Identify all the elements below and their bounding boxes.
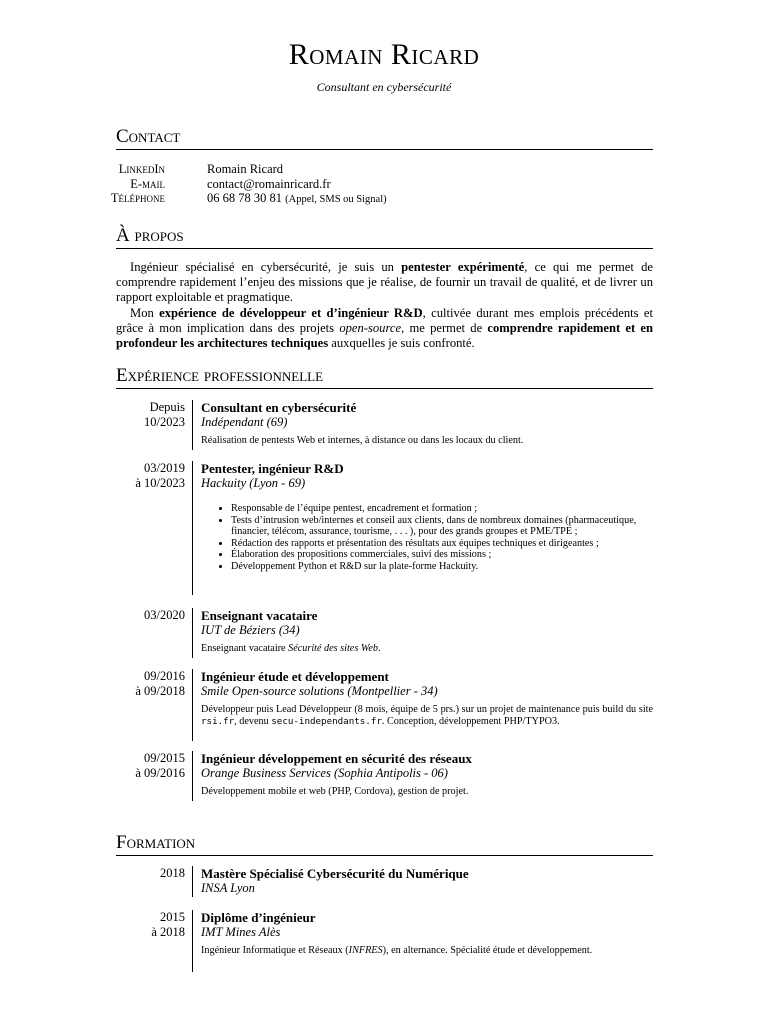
- entry-title: Diplôme d’ingénieur: [201, 910, 316, 925]
- list-item: • Développement Python et R&D sur la plate-forme Hackuity.: [231, 561, 653, 573]
- about-text: [116, 260, 653, 351]
- about-paragraph-2: Mon expérience de développeur et d’ingénieur R&D, cultivée durant mes emplois précédents et grâce à mon implication dans des projets open-source, me permet de comprendre rapidement et en profondeur les architectures techniques auxquelles je suis confronté.: [116, 305, 653, 351]
- entry-organization: IMT Mines Alès: [201, 925, 281, 939]
- phone-value: [207, 191, 387, 207]
- section-title-contact: Contact: [116, 126, 653, 150]
- list-item: • Élaboration des propositions commerciales, suivi des missions ;: [231, 549, 653, 561]
- section-title-experience: Expérience professionnelle: [116, 365, 653, 389]
- entry-title: Ingénieur étude et développement: [201, 669, 389, 684]
- timeline-bar: [192, 608, 193, 658]
- entry-title: Consultant en cybersécurité: [201, 400, 357, 415]
- entry-organization: Hackuity (Lyon - 69): [201, 476, 306, 490]
- timeline-bar: [192, 751, 193, 801]
- entry-date: Depuis 10/2023: [144, 400, 185, 429]
- list-item: • Rédaction des rapports et présentation des résultats aux équipes techniques et dirigeantes ;: [231, 538, 653, 550]
- entry-organization: Smile Open-source solutions (Montpellier - 34): [201, 684, 438, 698]
- timeline-bar: [192, 866, 193, 897]
- entry-title: Enseignant vacataire: [201, 608, 318, 623]
- timeline-bar: [192, 910, 193, 972]
- entry-organization: Indépendant (69): [201, 415, 288, 429]
- timeline-bar: [192, 669, 193, 741]
- email-link[interactable]: contact@romainricard.fr: [207, 177, 331, 191]
- entry-date: 2018: [160, 866, 185, 880]
- phone-label: Téléphone: [110, 191, 165, 205]
- section-title-about: À propos: [116, 225, 653, 249]
- entry-date: 09/2015 à 09/2016: [135, 751, 185, 780]
- phone-note: (Appel, SMS ou Signal): [285, 194, 387, 205]
- timeline-bar: [192, 461, 193, 595]
- entry-description: Réalisation de pentests Web et internes, à distance ou dans les locaux du client.: [201, 435, 524, 446]
- linkedin-label: LinkedIn: [118, 162, 165, 176]
- entry-description: Enseignant vacataire Sécurité des sites Web.: [201, 643, 381, 654]
- entry-description: Développeur puis Lead Développeur (8 mois, équipe de 5 prs.) sur un projet de maintenance puis build du site rsi.fr, devenu secu-independants.fr. Conception, développement PHP/TYPO3.: [201, 704, 653, 727]
- entry-date: 09/2016 à 09/2018: [135, 669, 185, 698]
- entry-organization: Orange Business Services (Sophia Antipolis - 06): [201, 766, 448, 780]
- entry-title: Ingénieur développement en sécurité des réseaux: [201, 751, 472, 766]
- entry-title: Mastère Spécialisé Cybersécurité du Numérique: [201, 866, 469, 881]
- entry-bullet-list: [201, 503, 653, 573]
- email-label: E-mail: [130, 177, 165, 191]
- entry-description: Développement mobile et web (PHP, Cordova), gestion de projet.: [201, 786, 469, 797]
- linkedin-link[interactable]: Romain Ricard: [207, 162, 284, 176]
- entry-title: Pentester, ingénieur R&D: [201, 461, 344, 476]
- entry-organization: IUT de Béziers (34): [201, 623, 300, 637]
- entry-description: Ingénieur Informatique et Réseaux (INFRES), en alternance. Spécialité étude et développement.: [201, 945, 593, 956]
- list-item: • Responsable de l’équipe pentest, encadrement et formation ;: [231, 503, 653, 515]
- entry-date: 03/2019 à 10/2023: [135, 461, 185, 490]
- entry-date: 03/2020: [144, 608, 185, 622]
- candidate-name: Romain Ricard: [288, 38, 480, 71]
- timeline-bar: [192, 400, 193, 450]
- section-title-education: Formation: [116, 832, 653, 856]
- phone-number[interactable]: 06 68 78 30 81: [207, 191, 282, 205]
- job-title: Consultant en cybersécurité: [316, 80, 452, 94]
- entry-date: 2015 à 2018: [151, 910, 185, 939]
- about-paragraph-1: Ingénieur spécialisé en cybersécurité, je suis un pentester expérimenté, ce qui me permet de comprendre rapidement l’enjeu des missions que je réalise, de fournir un travail de qualité, et de livrer un rapport exploitable et pragmatique.: [116, 260, 654, 305]
- list-item: • Tests d’intrusion web/internes et conseil aux clients, dans de nombreux domaines (pharmaceutique, financier, télécom, assurance, tourisme, . . . ), pour des grands groupes et PME/TPE ;: [231, 515, 653, 538]
- entry-organization: INSA Lyon: [201, 881, 255, 895]
